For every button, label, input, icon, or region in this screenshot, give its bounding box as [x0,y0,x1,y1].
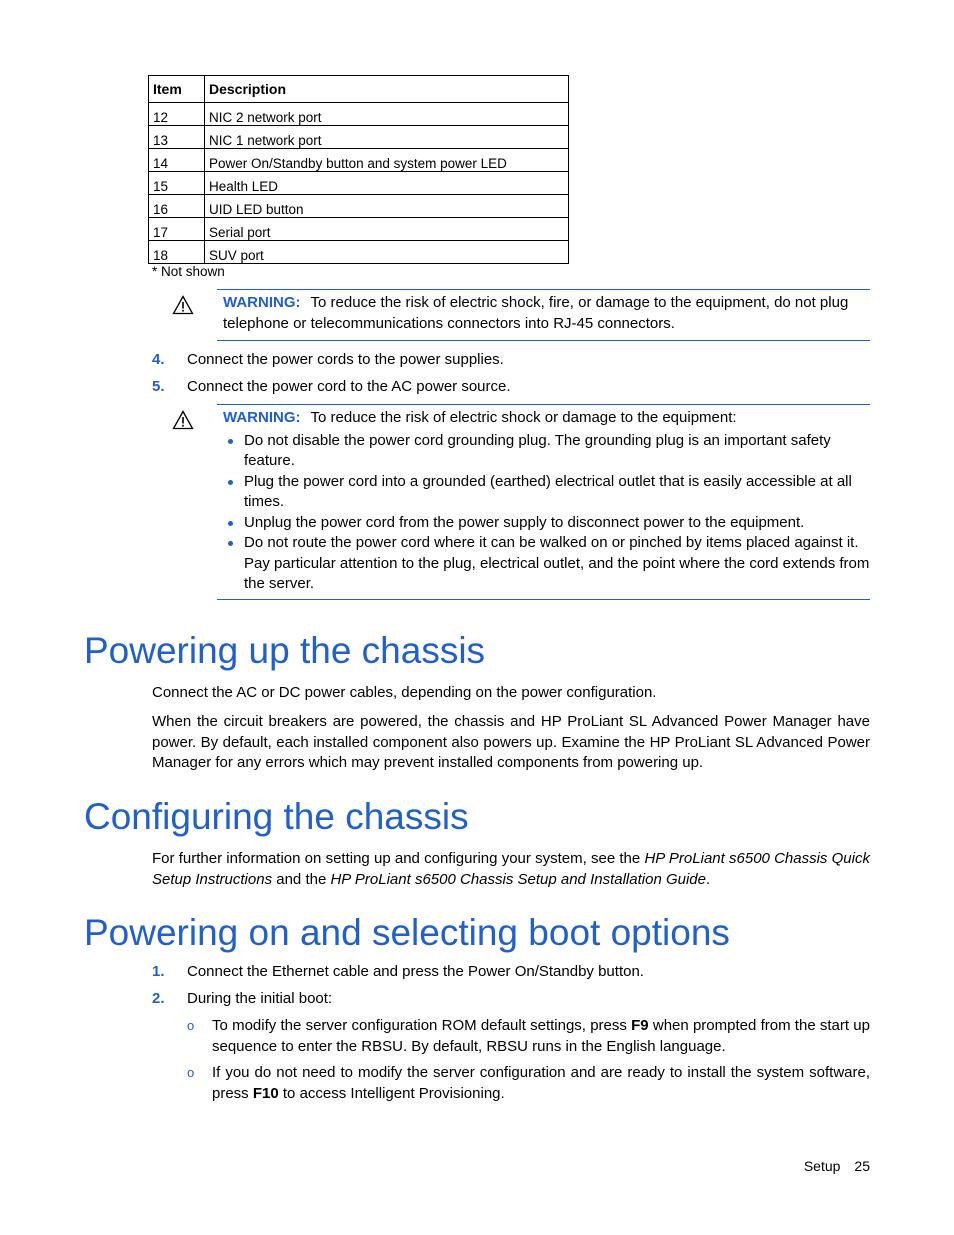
text-run: For further information on setting up and configuring your system, see the [152,850,645,867]
page-number: 25 [854,1158,870,1174]
paragraph: When the circuit breakers are powered, the chassis and HP ProLiant SL Advanced Power Manager have power. By default, each installed component also powers up. Examine the HP ProLiant SL Advanced Power Manager for any errors which may prevent installed components from powering up. [152,713,870,771]
table-row [149,103,569,126]
list-item: Do not route the power cord where it can be walked on or pinched by items placed against it. Pay particular attention to the plug, electrical outlet, and the point where the cord extends from the server. [244,533,870,595]
step-number: 2. [152,990,165,1007]
step-text: Connect the power cord to the AC power source. [187,378,511,395]
list-item: Plug the power cord into a grounded (earthed) electrical outlet that is easily accessible at all times. [244,472,870,513]
table-row [149,241,569,264]
header-item: Item [149,76,205,103]
item-number: 13 [149,126,205,149]
key-label: F9 [631,1017,649,1034]
step-item [152,377,511,404]
step-number: 5. [152,378,165,395]
heading-boot-options: Powering on and selecting boot options [84,912,730,953]
key-label: F10 [252,1084,279,1102]
table-row [149,195,569,218]
step-text: Connect the Ethernet cable and press the Power On/Standby button. [187,963,644,980]
text-run: when prompted from the start up sequence to enter the RBSU. By default, RBSU runs in the English language. [212,1017,870,1055]
step-number: 4. [152,351,165,368]
item-number: 16 [149,195,205,218]
item-number: 12 [149,103,205,126]
item-description: Health LED [205,172,569,195]
warning-text: To reduce the risk of electric shock or damage to the equipment: [310,409,737,426]
table-row [149,218,569,241]
doc-title-installation-guide: HP ProLiant s6500 Chassis Setup and Installation Guide [330,870,706,888]
text-run: . [705,870,711,888]
item-number: 14 [149,149,205,172]
warning-triangle-icon [172,295,194,315]
table-row [149,172,569,195]
table-note: * Not shown [152,264,225,279]
list-item [187,1016,870,1057]
warning-box-rj45 [217,289,870,341]
step-text: During the initial boot: [187,990,333,1007]
text-run: and the [272,870,331,888]
step-text: Connect the power cords to the power supplies. [187,351,504,368]
circle-bullet-icon: o [187,1018,195,1033]
table-row [149,149,569,172]
item-description: UID LED button [205,195,569,218]
steps-power-cords [152,350,511,404]
page-footer [790,1158,870,1174]
steps-boot [152,962,644,1016]
items-table [148,75,569,264]
item-number: 17 [149,218,205,241]
doc-title-quick-setup: HP ProLiant s6500 Chassis Quick Setup Instructions [152,850,870,888]
boot-sub-list [187,1016,870,1110]
warning-label: WARNING: [223,409,301,426]
warning-text: To reduce the risk of electric shock, fire, or damage to the equipment, do not plug telephone or telecommunications connectors into RJ-45 connectors. [223,294,849,332]
item-description: Serial port [205,218,569,241]
footer-section: Setup [803,1158,841,1174]
paragraph: Connect the AC or DC power cables, depending on the power configuration. [152,684,657,701]
list-item: Do not disable the power cord grounding plug. The grounding plug is an important safety feature. [244,431,870,472]
item-description: NIC 2 network port [205,103,569,126]
item-description: SUV port [205,241,569,264]
item-description: NIC 1 network port [205,126,569,149]
warning-label: WARNING: [223,294,301,311]
text-run: To modify the server configuration ROM default settings, press [212,1017,632,1034]
warning-triangle-icon [172,410,194,430]
table-row [149,126,569,149]
step-item [152,989,644,1016]
step-number: 1. [152,963,165,980]
text-run: to access Intelligent Provisioning. [278,1084,505,1102]
header-description: Description [205,76,569,103]
circle-bullet-icon: o [187,1065,195,1080]
heading-configuring: Configuring the chassis [84,796,469,837]
item-number: 15 [149,172,205,195]
table-header-row [149,76,569,103]
list-item [187,1063,870,1104]
paragraph [152,849,870,890]
warning-box-shock [217,404,870,600]
step-item [152,962,644,989]
item-number: 18 [149,241,205,264]
list-item: Unplug the power cord from the power supply to disconnect power to the equipment. [244,513,870,534]
heading-powering-up: Powering up the chassis [84,630,486,671]
text-run: If you do not need to modify the server configuration and are ready to install the system software, press [212,1064,870,1102]
warning-bullet-list [223,431,870,595]
item-description: Power On/Standby button and system power LED [205,149,569,172]
step-item [152,350,511,377]
